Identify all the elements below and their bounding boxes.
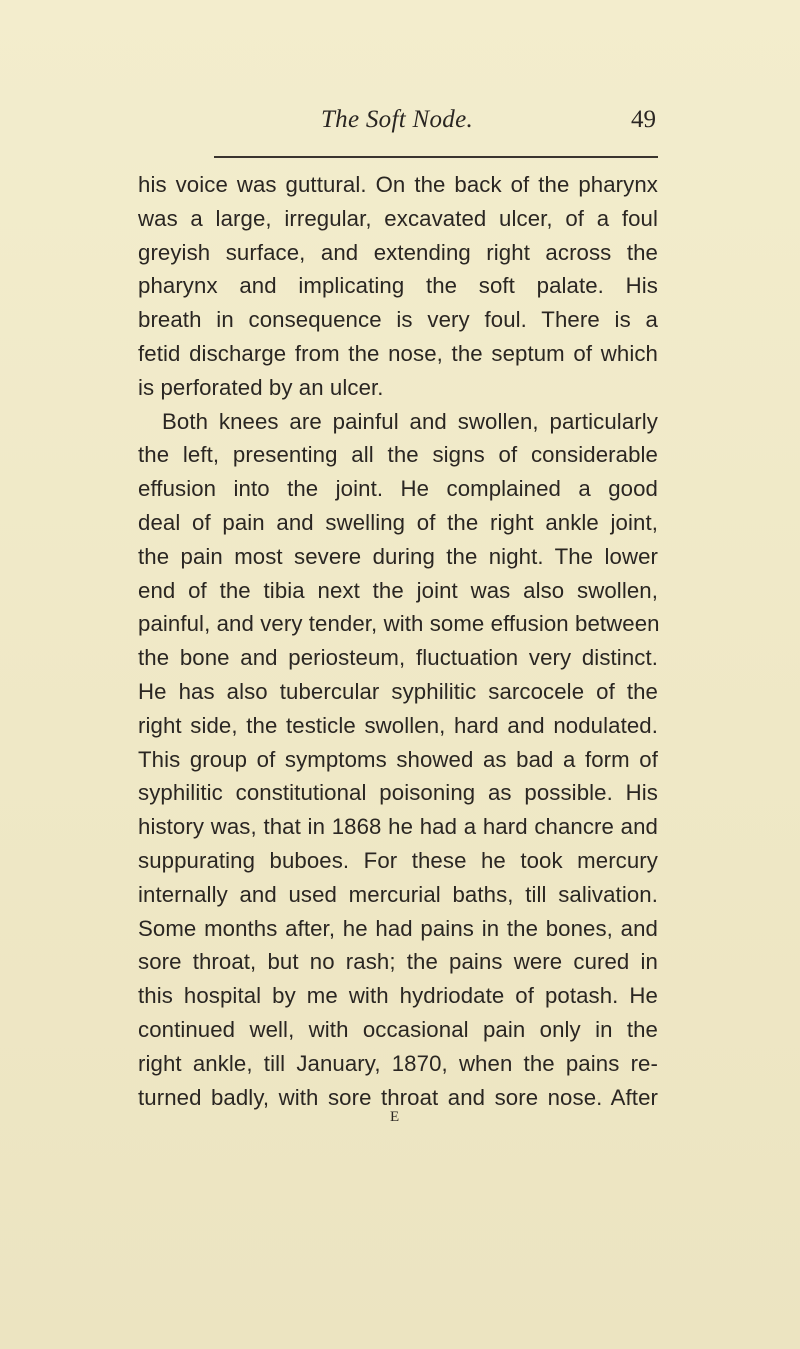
text-line: suppurating buboes. For these he took mercury: [138, 847, 658, 873]
text-line: Both knees are painful and swollen, particularly: [162, 408, 658, 434]
text-line: the pain most severe during the night. The lower: [138, 543, 658, 569]
text-line: deal of pain and swelling of the right ankle joint,: [138, 509, 658, 535]
text-line: end of the tibia next the joint was also swollen,: [138, 577, 658, 603]
running-title: The Soft Node.: [320, 106, 474, 133]
signature-mark: E: [390, 1109, 401, 1125]
text-line: Some months after, he had pains in the bones, and: [138, 915, 658, 941]
text-line: the bone and periosteum, fluctuation very distinct.: [138, 645, 658, 671]
page-header: [138, 104, 656, 136]
text-line: greyish surface, and extending right across the: [138, 239, 658, 265]
text-line: is perforated by an ulcer.: [138, 374, 384, 400]
text-line: He has also tubercular syphilitic sarcocele of the: [138, 678, 658, 704]
text-line: sore throat, but no rash; the pains were cured in: [138, 949, 658, 975]
text-line: continued well, with occasional pain only in the: [138, 1016, 658, 1042]
text-line: this hospital by me with hydriodate of potash. He: [138, 983, 658, 1009]
text-line: effusion into the joint. He complained a good: [138, 476, 658, 502]
text-line: turned badly, with sore throat and sore nose. After: [138, 1084, 658, 1110]
text-line: right side, the testicle swollen, hard and nodulated.: [138, 712, 658, 738]
header-rule: [214, 156, 658, 158]
text-line: syphilitic constitutional poisoning as possible. His: [138, 780, 658, 806]
text-line: internally and used mercurial baths, till salivation.: [138, 881, 658, 907]
body-text: [138, 168, 658, 1114]
text-line: This group of symptoms showed as bad a form of: [138, 746, 658, 772]
text-line: fetid discharge from the nose, the septum of which: [138, 340, 658, 366]
text-line: painful, and very tender, with some effusion between: [138, 611, 660, 637]
text-line: breath in consequence is very foul. There is a: [138, 307, 658, 333]
text-line: history was, that in 1868 he had a hard chancre and: [138, 814, 658, 840]
text-line: his voice was guttural. On the back of the pharynx: [138, 172, 658, 197]
text-line: was a large, irregular, excavated ulcer, of a foul: [138, 205, 658, 231]
text-line: right ankle, till January, 1870, when the pains re-: [138, 1050, 658, 1076]
text-line: pharynx and implicating the soft palate. His: [138, 273, 658, 299]
page-number: 49: [631, 106, 656, 133]
text-line: the left, presenting all the signs of considerable: [138, 442, 658, 468]
